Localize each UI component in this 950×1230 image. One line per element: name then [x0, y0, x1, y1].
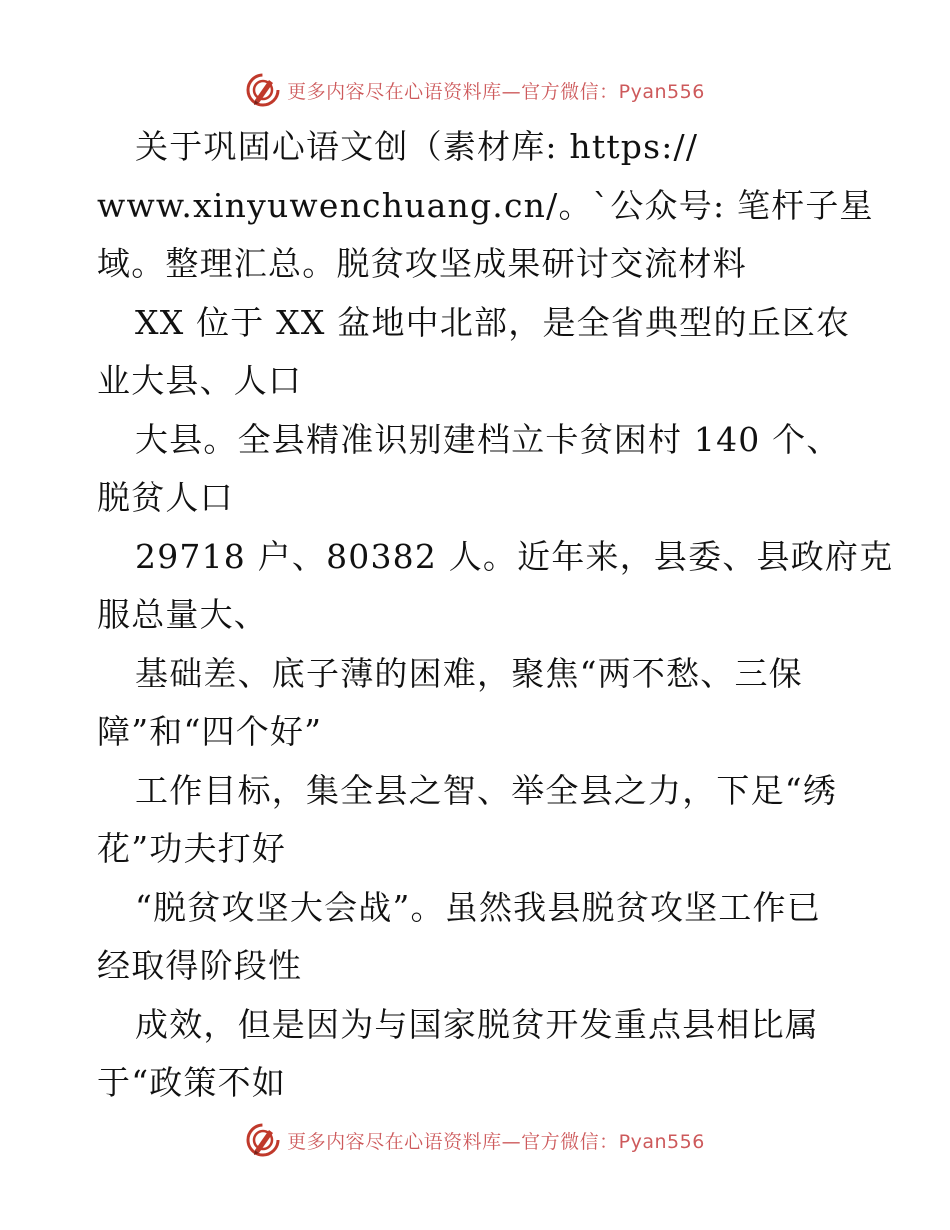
text-line: 大县。全县精准识别建档立卡贫困村 140 个、 — [135, 419, 841, 459]
text-line: 花”功夫打好 — [97, 829, 287, 868]
text-line: 脱贫人口 — [97, 478, 234, 517]
pen-logo-icon — [245, 1122, 281, 1158]
text-line: 业大县、人口 — [97, 361, 303, 400]
text-line: 基础差、底子薄的困难，聚焦“两不愁、三保 — [135, 653, 803, 693]
pen-logo-icon — [245, 72, 281, 108]
text-line: “脱贫攻坚大会战”。虽然我县脱贫攻坚工作已 — [135, 887, 821, 927]
text-line: 域。整理汇总。脱贫攻坚成果研讨交流材料 — [97, 244, 747, 283]
footer-watermark — [0, 1120, 950, 1160]
text-line: 29718 户、80382 人。近年来，县委、县政府克 — [135, 536, 894, 576]
text-line: 经取得阶段性 — [97, 946, 303, 985]
footer-watermark-text: 更多内容尽在心语资料库—官方微信：Pyan556 — [287, 1130, 705, 1153]
text-line: 障”和“四个好” — [97, 712, 323, 751]
text-line: www.xinyuwenchuang.cn/。`公众号: 笔杆子星 — [97, 185, 874, 225]
text-line: 工作目标，集全县之智、举全县之力，下足“绣 — [135, 770, 838, 810]
text-line: 关于巩固心语文创（素材库: https:// — [135, 127, 699, 166]
header-watermark-text: 更多内容尽在心语资料库—官方微信：Pyan556 — [287, 80, 705, 103]
text-line: 于“政策不如 — [97, 1063, 287, 1102]
document-body — [97, 118, 894, 1113]
text-line: XX 位于 XX 盆地中北部，是全省典型的丘区农 — [135, 302, 851, 342]
header-watermark — [0, 70, 950, 110]
text-line: 服总量大、 — [97, 595, 268, 634]
text-line: 成效，但是因为与国家脱贫开发重点县相比属 — [135, 1004, 819, 1044]
